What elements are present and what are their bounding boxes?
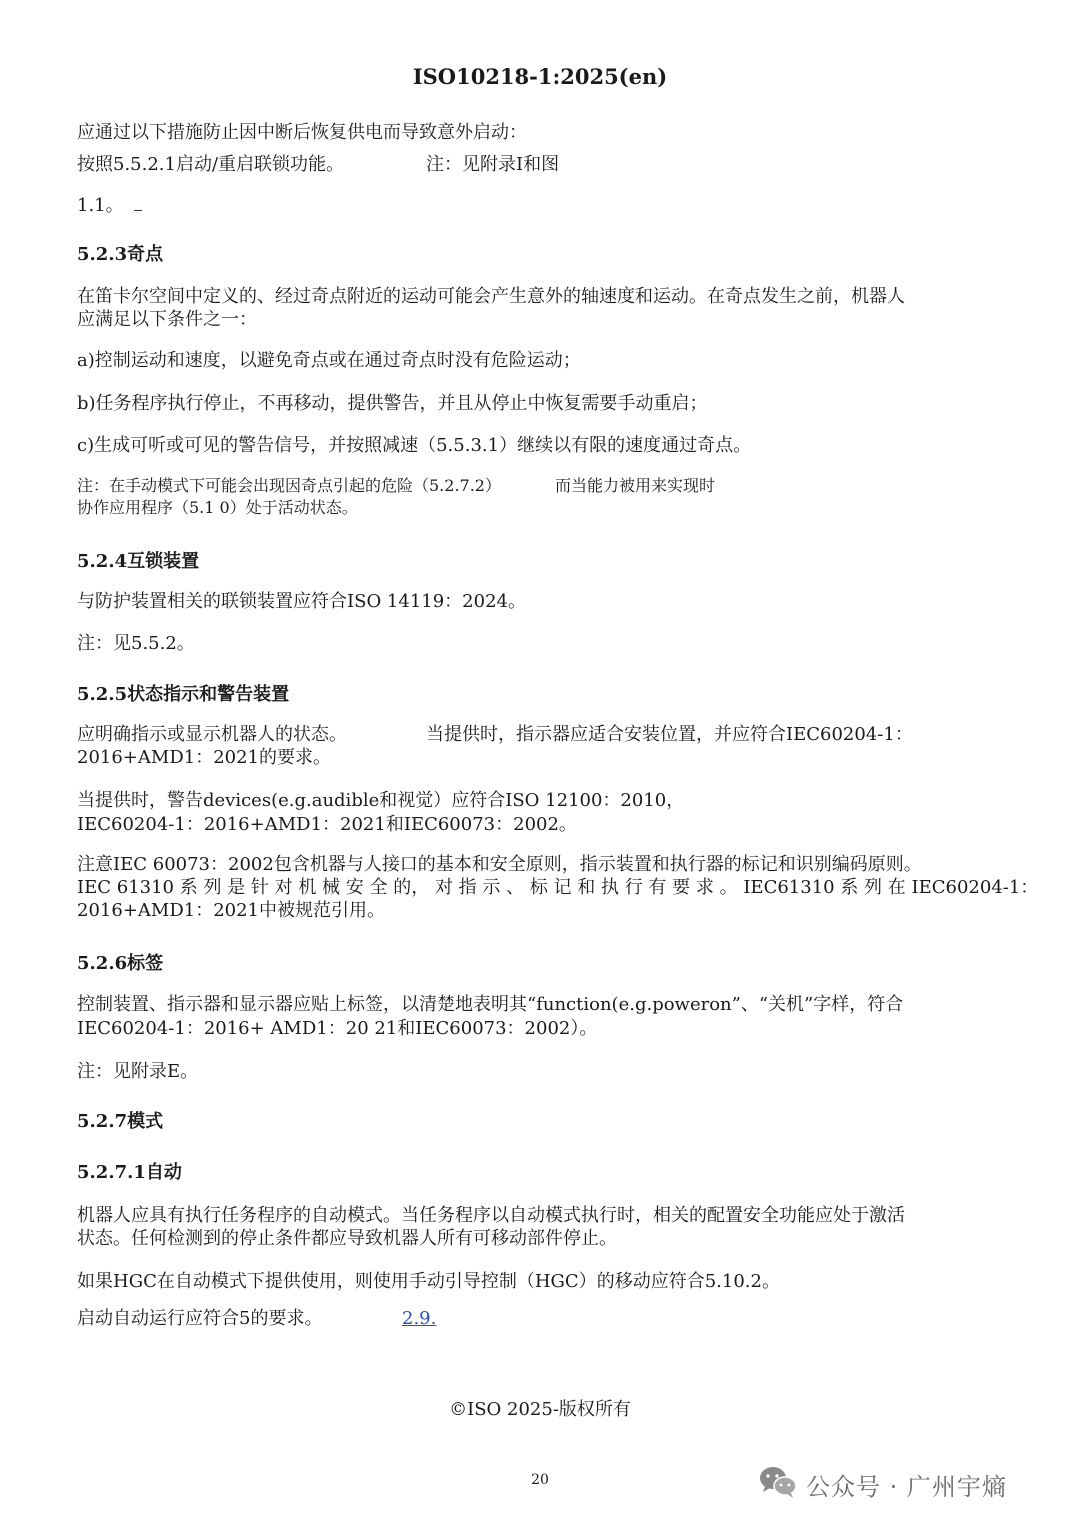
s527-para-line-1: 机器人应具有执行任务程序的自动模式。当任务程序以自动模式执行时，相关的配置安全功能应处于激活 <box>77 1205 905 1226</box>
s523-note-line-2: 协作应用程序（5.1 0）处于活动状态。 <box>77 498 358 517</box>
intro-line-2a: 按照5.5.2.1启动/重启联锁功能。 <box>77 154 345 175</box>
heading-5-2-7-1: 5.2.7.1自动 <box>77 1162 182 1183</box>
document-title: ISO10218-1:2025(en) <box>412 64 668 89</box>
s524-note: 注：见5.5.2。 <box>77 633 195 654</box>
s524-para: 与防护装置相关的联锁装置应符合ISO 14119：2024。 <box>77 591 526 612</box>
s523-note-line-1b: 而当能力被用来实现时 <box>555 476 716 495</box>
s523-para-line-2: 应满足以下条件之一： <box>77 309 257 330</box>
s523-item-c: c)生成可听或可见的警告信号，并按照减速（5.5.3.1）继续以有限的速度通过奇点。 <box>77 435 752 456</box>
page-number: 20 <box>531 1472 549 1488</box>
s523-para-line-1: 在笛卡尔空间中定义的、经过奇点附近的运动可能会产生意外的轴速度和运动。在奇点发生之前，机器人 <box>77 286 905 307</box>
intro-line-2b: 注：见附录I和图 <box>426 154 560 175</box>
intro-line-3-text: 1.1。 <box>77 195 124 216</box>
s526-note: 注：见附录E。 <box>77 1061 199 1082</box>
intro-line-1: 应通过以下措施防止因中断后恢复供电而导致意外启动： <box>77 122 527 143</box>
underscore-mark <box>134 196 142 211</box>
s525-para-2b: IEC60204-1：2016+AMD1：2021和IEC60073：2002。 <box>77 814 577 835</box>
heading-5-2-3: 5.2.3奇点 <box>77 244 164 265</box>
s523-item-b: b)任务程序执行停止，不再移动，提供警告，并且从停止中恢复需要手动重启； <box>77 393 708 414</box>
s525-para-2a: 当提供时，警告devices(e.g.audible和视觉）应符合ISO 12100：2010， <box>77 790 685 811</box>
s527-para-3: 启动自动运行应符合5的要求。 <box>77 1308 323 1329</box>
s526-para-line-2: IEC60204-1：2016+ AMD1：20 21和IEC60073：2002）。 <box>77 1018 598 1039</box>
watermark-text: 公众号 · 广州宇熵 <box>806 1473 1007 1501</box>
s525-para-1a: 应明确指示或显示机器人的状态。 <box>77 724 347 745</box>
s523-note-line-1a: 注：在手动模式下可能会出现因奇点引起的危险（5.2.7.2） <box>77 476 501 495</box>
intro-line-3 <box>77 194 142 217</box>
heading-5-2-4: 5.2.4互锁装置 <box>77 551 200 572</box>
heading-5-2-6: 5.2.6标签 <box>77 953 164 974</box>
clause-link[interactable]: 2.9. <box>402 1308 437 1329</box>
s527-para-2: 如果HGC在自动模式下提供使用，则使用手动引导控制（HGC）的移动应符合5.10.2。 <box>77 1271 780 1292</box>
s525-para-3a: 注意IEC 60073：2002包含机器与人接口的基本和安全原则，指示装置和执行器的标记和识别编码原则。 <box>77 854 922 875</box>
s523-item-a: a)控制运动和速度，以避免奇点或在通过奇点时没有危险运动； <box>77 350 581 371</box>
heading-5-2-5: 5.2.5状态指示和警告装置 <box>77 684 290 705</box>
copyright-notice: ©ISO 2025-版权所有 <box>449 1399 631 1420</box>
heading-5-2-7: 5.2.7模式 <box>77 1111 164 1132</box>
s525-para-1c: 2016+AMD1：2021的要求。 <box>77 747 332 768</box>
s526-para-line-1: 控制装置、指示器和显示器应贴上标签，以清楚地表明其“function(e.g.poweron”、“关机”字样，符合 <box>77 994 904 1015</box>
s525-para-3b: IEC 61310 系 列 是 针 对 机 械 安 全 的， 对 指 示 、 标 记 和 执 行 有 要 求 。 IEC61310 系 列 在 IEC60204-1： <box>77 877 1039 898</box>
wechat-icon <box>758 1465 798 1503</box>
s525-para-1b: 当提供时，指示器应适合安装位置，并应符合IEC60204-1： <box>426 724 913 745</box>
s525-para-3c: 2016+AMD1：2021中被规范引用。 <box>77 900 386 921</box>
s527-para-line-2: 状态。任何检测到的停止条件都应导致机器人所有可移动部件停止。 <box>77 1228 617 1249</box>
